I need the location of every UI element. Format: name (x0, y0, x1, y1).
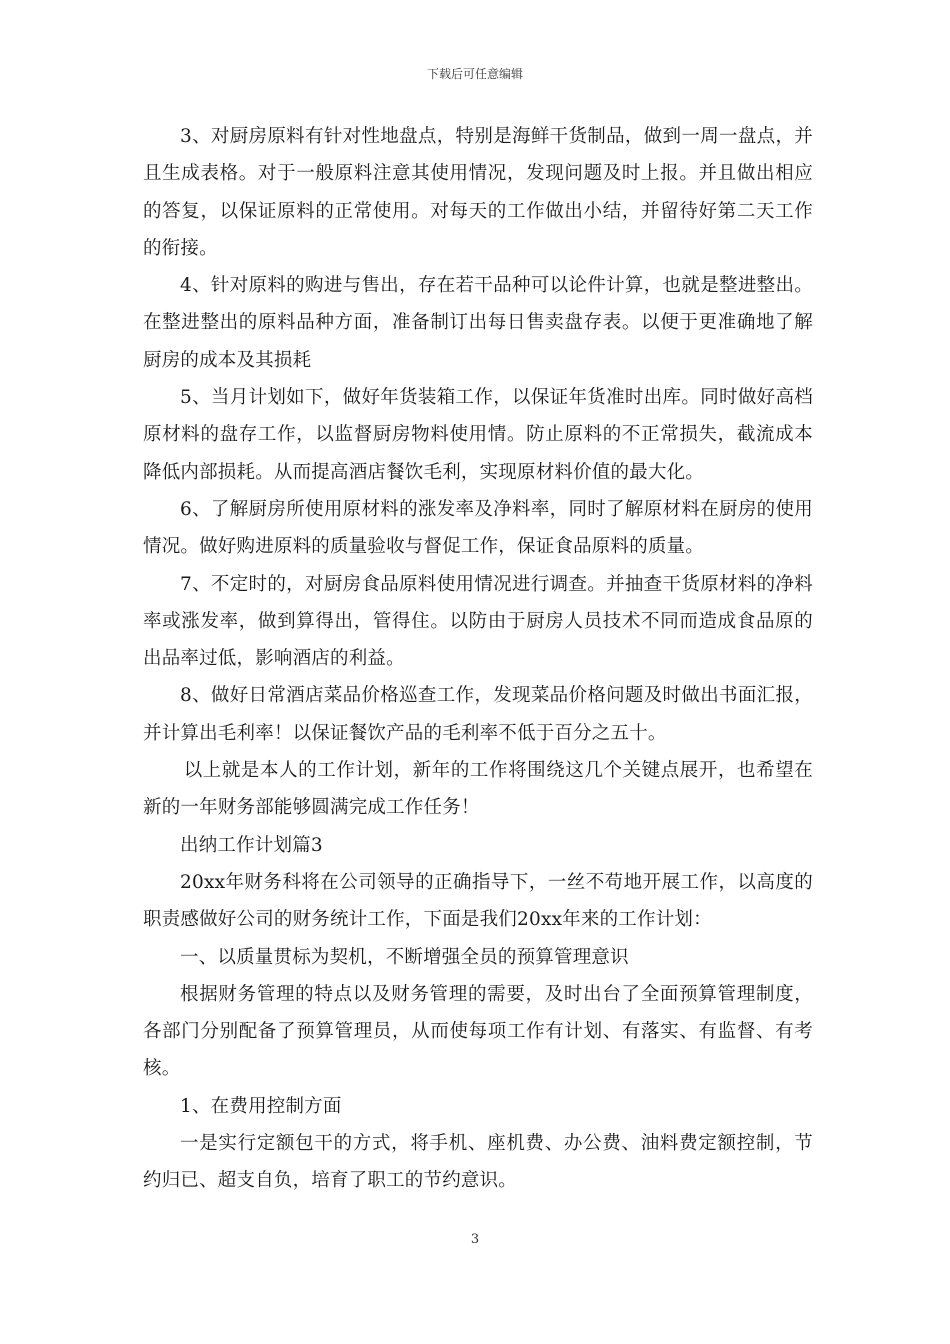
paragraph-item-3: 3、对厨房原料有针对性地盘点，特别是海鲜干货制品，做到一周一盘点，并且生成表格。对于一般原料注意其使用情况，发现问题及时上报。并且做出相应的答复，以保证原料的正常使用。对每天的工作做出小结，并留待好第二天工作的衔接。 (143, 126, 813, 259)
paragraph-item-4: 4、针对原料的购进与售出，存在若干品种可以论件计算，也就是整进整出。在整进整出的原料品种方面，准备制订出每日售卖盘存表。以便于更准确地了解厨房的成本及其损耗 (143, 275, 813, 371)
paragraph-quota: 一是实行定额包干的方式，将手机、座机费、办公费、油料费定额控制，节约归已、超支自负，培育了职工的节约意识。 (143, 1133, 813, 1192)
section-title: 出纳工作计划篇3 (180, 834, 323, 856)
heading-cost-control: 1、在费用控制方面 (180, 1095, 342, 1117)
paragraph-intro: 20xx年财务科将在公司领导的正确指导下，一丝不苟地开展工作，以高度的职责感做好公司的财务统计工作，下面是我们20xx年来的工作计划： (143, 871, 813, 931)
paragraph-summary: 以上就是本人的工作计划，新年的工作将围绕这几个关键点展开，也希望在新的一年财务部能够圆满完成工作任务！ (143, 760, 813, 819)
paragraph-item-8: 8、做好日常酒店菜品价格巡查工作，发现菜品价格问题及时做出书面汇报，并计算出毛利率！以保证餐饮产品的毛利率不低于百分之五十。 (143, 685, 813, 744)
heading-budget-awareness: 一、以质量贯标为契机，不断增强全员的预算管理意识 (180, 946, 629, 968)
paragraph-item-5: 5、当月计划如下，做好年货装箱工作，以保证年货准时出库。同时做好高档原材料的盘存工作，以监督厨房物料使用情。防止原料的不正常损失，截流成本降低内部损耗。从而提高酒店餐饮毛利，实现原材料价值的最大化。 (143, 387, 813, 483)
paragraph-item-6: 6、了解厨房所使用原材料的涨发率及净料率，同时了解原材料在厨房的使用情况。做好购进原料的质量验收与督促工作，保证食品原料的质量。 (143, 498, 813, 558)
page-number: 3 (470, 1232, 480, 1247)
page-header: 下载后可任意编辑 (426, 67, 523, 81)
document-body (143, 118, 813, 1200)
paragraph-item-7: 7、不定时的，对厨房食品原料使用情况进行调查。并抽查干货原材料的净料率或涨发率，做到算得出，管得住。以防由于厨房人员技术不同而造成食品原的出品率过低，影响酒店的利益。 (143, 573, 813, 670)
paragraph-budget-system: 根据财务管理的特点以及财务管理的需要，及时出台了全面预算管理制度，各部门分别配备了预算管理员，从而使每项工作有计划、有落实、有监督、有考核。 (143, 983, 813, 1080)
